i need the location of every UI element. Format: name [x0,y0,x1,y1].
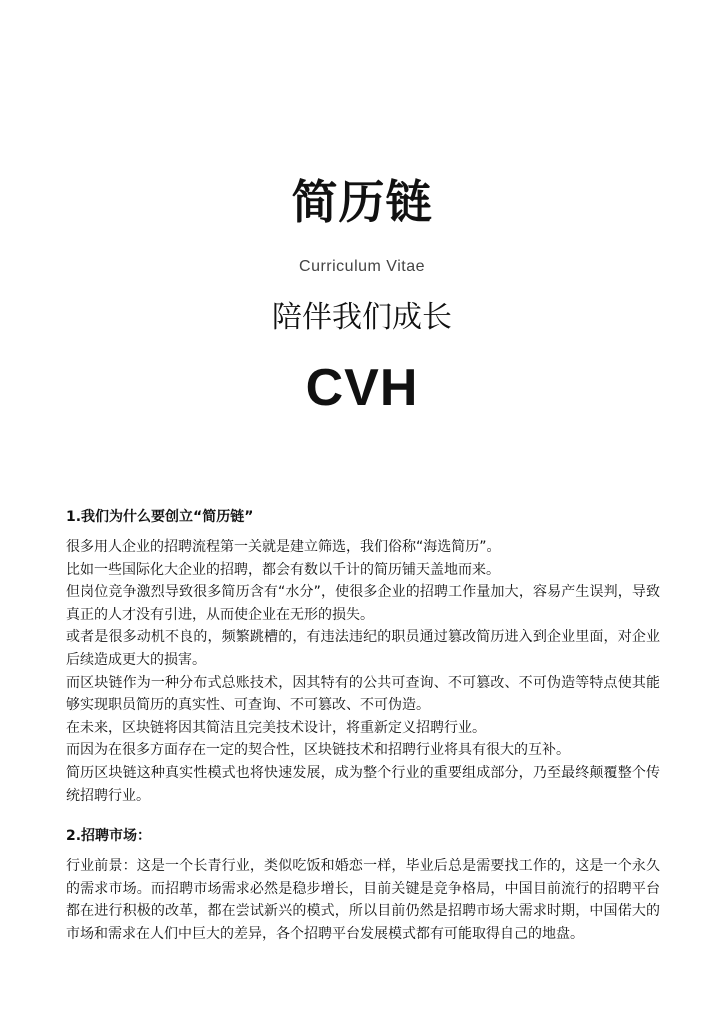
paragraph: 而因为在很多方面存在一定的契合性，区块链技术和招聘行业将具有很大的互补。 [66,742,570,759]
paragraph: 行业前景：这是一个长青行业，类似吃饭和婚恋一样，毕业后总是需要找工作的，这是一个永久的需求市场。而招聘市场需求必然是稳步增长，目前关键是竞争格局，中国目前流行的招聘平台都在进行积极的改革，都在尝试新兴的模式，所以目前仍然是招聘市场大需求时期，中国偌大的市场和需求在人们中巨大的差异，各个招聘平台发展模式都有可能取得自己的地盘。 [66,858,660,942]
document-title: 简历链 [291,175,433,229]
paragraph: 而区块链作为一种分布式总账技术，因其特有的公共可查询、不可篡改、不可伪造等特点使其能够实现职员简历的真实性、可查询、不可篡改、不可伪造。 [66,674,660,714]
paragraph: 简历区块链这种真实性模式也将快速发展，成为整个行业的重要组成部分，乃至最终颠覆整个传统招聘行业。 [66,764,660,804]
paragraph: 很多用人企业的招聘流程第一关就是建立筛选，我们俗称“海选简历”。 [66,539,501,555]
paragraph: 比如一些国际化大企业的招聘，都会有数以千计的简历铺天盖地而来。 [66,561,500,578]
paragraph: 或者是很多动机不良的，频繁跳槽的，有违法违纪的职员通过篡改简历进入到企业里面，对企业后续造成更大的损害。 [66,629,660,668]
section-heading: 1.我们为什么要创立“简历链” [66,509,254,525]
brand-name: CVH [305,359,419,417]
slogan: 陪伴我们成长 [272,300,452,335]
section-heading: 2.招聘市场： [66,828,152,845]
body-content [66,506,660,946]
paragraph: 在未来，区块链将因其简洁且完美技术设计，将重新定义招聘行业。 [66,719,486,736]
cover-block [0,170,724,420]
section-recruitment-market [66,825,660,945]
english-subtitle: Curriculum Vitae [299,258,425,275]
paragraph: 但岗位竞争激烈导致很多简历含有“水分”，使很多企业的招聘工作量加大，容易产生误判，导致真正的人才没有引进，从而使企业在无形的损失。 [66,584,660,623]
section-why-create [66,506,660,807]
